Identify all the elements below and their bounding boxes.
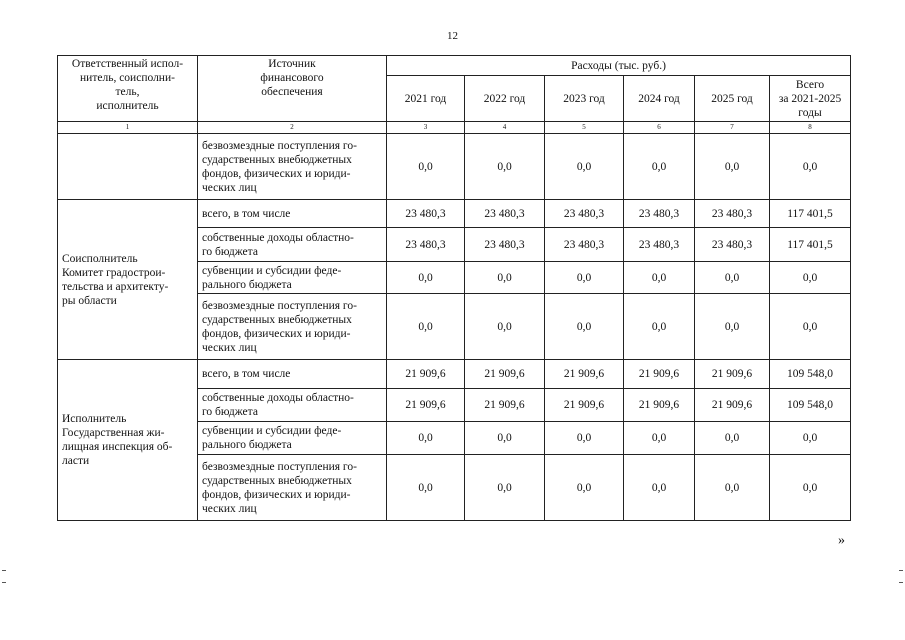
value-total: 117 401,5	[770, 200, 851, 228]
value-2023: 0,0	[545, 262, 624, 294]
value-2022: 23 480,3	[465, 228, 545, 262]
value-2022: 0,0	[465, 294, 545, 360]
value-2025: 0,0	[695, 134, 770, 200]
edge-tick	[899, 570, 903, 571]
source-cell	[198, 389, 387, 422]
value-2024: 0,0	[624, 134, 695, 200]
source-text: всего, в том числе	[202, 368, 291, 380]
value-2025: 23 480,3	[695, 228, 770, 262]
value-2024: 23 480,3	[624, 200, 695, 228]
value-2022: 21 909,6	[465, 360, 545, 389]
value-2024: 0,0	[624, 422, 695, 455]
value-2023: 23 480,3	[545, 228, 624, 262]
source-text: всего, в том числе	[202, 207, 291, 220]
value-2022: 0,0	[465, 422, 545, 455]
value-2024: 0,0	[624, 262, 695, 294]
value-2024: 21 909,6	[624, 389, 695, 422]
value-total: 0,0	[770, 455, 851, 521]
source-cell	[198, 262, 387, 294]
col-index: 3	[387, 122, 465, 134]
header-responsible	[58, 56, 198, 122]
header-source-text: Источник финансового обеспечения	[260, 58, 324, 98]
col-index: 7	[695, 122, 770, 134]
value-2025: 21 909,6	[695, 360, 770, 389]
table-row	[58, 360, 851, 389]
source-cell	[198, 455, 387, 521]
value-2021: 0,0	[387, 134, 465, 200]
value-2023: 0,0	[545, 134, 624, 200]
value-2025: 0,0	[695, 455, 770, 521]
value-2021: 23 480,3	[387, 228, 465, 262]
table-row	[58, 134, 851, 200]
header-year-2023: 2023 год	[545, 76, 624, 122]
value-2023: 23 480,3	[545, 200, 624, 228]
header-expenses: Расходы (тыс. руб.)	[387, 56, 851, 76]
responsible-text: Исполнитель Государственная жи- лищная инспекция об- ласти	[62, 413, 173, 467]
source-cell	[198, 134, 387, 200]
header-source	[198, 56, 387, 122]
edge-tick	[2, 582, 6, 583]
value-total: 0,0	[770, 294, 851, 360]
value-total: 0,0	[770, 134, 851, 200]
header-year-2025: 2025 год	[695, 76, 770, 122]
edge-tick	[2, 570, 6, 571]
value-2021: 21 909,6	[387, 389, 465, 422]
col-index: 6	[624, 122, 695, 134]
value-total: 117 401,5	[770, 228, 851, 262]
header-year-2024: 2024 год	[624, 76, 695, 122]
value-2021: 0,0	[387, 262, 465, 294]
source-cell	[198, 294, 387, 360]
responsible-text: Соисполнитель Комитет градострои- тельства и архитекту- ры области	[62, 252, 169, 307]
source-cell	[198, 228, 387, 262]
edge-tick	[899, 582, 903, 583]
source-text: собственные доходы областно- го бюджета	[202, 231, 354, 258]
header-responsible-text: Ответственный испол- нитель, соисполни- тель, исполнитель	[71, 58, 184, 112]
col-index: 8	[770, 122, 851, 134]
source-text: собственные доходы областно- го бюджета	[202, 392, 354, 418]
expenses-table	[57, 55, 851, 521]
col-index: 2	[198, 122, 387, 134]
value-2022: 0,0	[465, 262, 545, 294]
col-index: 5	[545, 122, 624, 134]
value-2025: 0,0	[695, 422, 770, 455]
value-2024: 0,0	[624, 294, 695, 360]
col-index: 1	[58, 122, 198, 134]
value-2021: 0,0	[387, 455, 465, 521]
col-index: 4	[465, 122, 545, 134]
value-2025: 0,0	[695, 294, 770, 360]
column-index-row	[58, 122, 851, 134]
header-total	[770, 76, 851, 122]
header-year-2021: 2021 год	[387, 76, 465, 122]
page-number: 12	[447, 30, 458, 42]
value-2023: 21 909,6	[545, 360, 624, 389]
source-text: безвозмездные поступления го- сударственных внебюджетных фондов, физических и юриди- ческих лиц	[202, 299, 357, 354]
value-2025: 0,0	[695, 262, 770, 294]
value-2023: 0,0	[545, 422, 624, 455]
header-total-text: Всего за 2021-2025 годы	[778, 78, 842, 119]
source-cell	[198, 200, 387, 228]
table-row	[58, 200, 851, 228]
value-2022: 0,0	[465, 455, 545, 521]
value-2021: 21 909,6	[387, 360, 465, 389]
value-total: 0,0	[770, 262, 851, 294]
value-2021: 0,0	[387, 294, 465, 360]
value-2025: 21 909,6	[695, 389, 770, 422]
value-2021: 23 480,3	[387, 200, 465, 228]
source-text: субвенции и субсидии феде- рального бюджета	[202, 264, 342, 291]
value-2023: 0,0	[545, 294, 624, 360]
value-2024: 0,0	[624, 455, 695, 521]
value-2022: 21 909,6	[465, 389, 545, 422]
value-2024: 23 480,3	[624, 228, 695, 262]
source-cell	[198, 360, 387, 389]
value-2022: 0,0	[465, 134, 545, 200]
source-text: безвозмездные поступления го- сударственных внебюджетных фондов, физических и юриди- ческих лиц	[202, 139, 357, 194]
value-2021: 0,0	[387, 422, 465, 455]
responsible-cell	[58, 134, 198, 200]
value-2023: 21 909,6	[545, 389, 624, 422]
value-2023: 0,0	[545, 455, 624, 521]
continuation-mark: »	[838, 533, 845, 548]
value-2022: 23 480,3	[465, 200, 545, 228]
responsible-cell	[58, 200, 198, 360]
source-cell	[198, 422, 387, 455]
source-text: субвенции и субсидии феде- рального бюджета	[202, 425, 342, 451]
value-total: 0,0	[770, 422, 851, 455]
value-total: 109 548,0	[770, 360, 851, 389]
value-total: 109 548,0	[770, 389, 851, 422]
header-year-2022: 2022 год	[465, 76, 545, 122]
source-text: безвозмездные поступления го- сударственных внебюджетных фондов, физических и юриди- ческих лиц	[202, 460, 357, 515]
value-2025: 23 480,3	[695, 200, 770, 228]
responsible-cell	[58, 360, 198, 521]
value-2024: 21 909,6	[624, 360, 695, 389]
